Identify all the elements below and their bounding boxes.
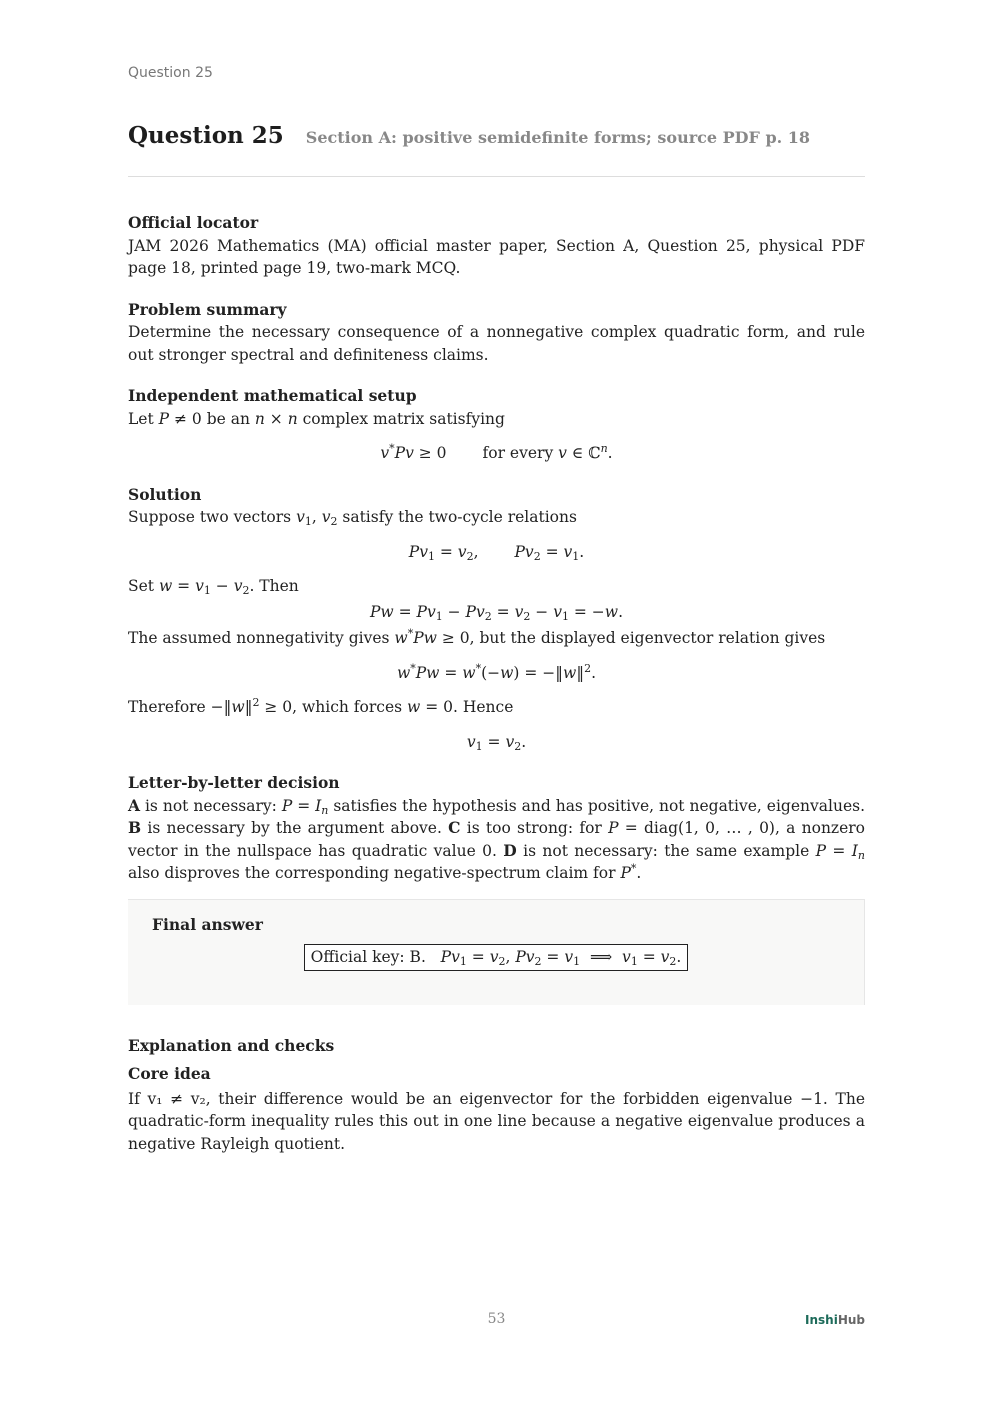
final-answer-heading: Final answer [152, 914, 263, 934]
solution-set-w: Set $w = v_1 - v_2$. Then [128, 577, 299, 597]
decision-section [128, 772, 865, 885]
running-head: Question 25 [128, 65, 213, 81]
locator-text: JAM 2026 Mathematics (MA) official master paper, Section A, Question 25, physical PDF page 18, printed page 19, two-mark MCQ. [128, 236, 865, 277]
final-answer-box [128, 899, 865, 1005]
solution-heading: Solution [128, 484, 202, 504]
setup-equation: v*Pv ≥ 0 for every v ∈ ℂ$^n$. [380, 442, 613, 462]
inshihub-logo: InshiHub [805, 1313, 865, 1327]
pw-equation: $Pw = Pv_1 - Pv_2 = v_2 - v_1 = -w$. [369, 602, 624, 623]
solution-intro: Suppose two vectors $v_1$, $v_2$ satisfy the two-cycle relations [128, 508, 577, 528]
setup-heading: Independent mathematical setup [128, 386, 417, 405]
title-divider [128, 176, 865, 177]
explanation-section [128, 1035, 865, 1156]
locator-heading: Official locator [128, 213, 259, 232]
summary-section [128, 299, 865, 367]
final-answer-formula: Official key: B. $Pv_1 = v_2$, $Pv_2 = v_1$ ⟹ $v_1 = v_2$. [304, 944, 689, 971]
conclusion-equation: $v_1 = v_2$. [466, 732, 527, 753]
core-idea-text: If v₁ ≠ v₂, their difference would be an eigenvector for the forbidden eigenvalue −1. The quadratic-form inequality rules this out in one line because a negative eigenvalue produces a negative Rayleigh quotient. [128, 1089, 865, 1153]
solution-section [128, 484, 865, 754]
summary-text: Determine the necessary consequence of a nonnegative complex quadratic form, and rule out stronger spectral and definiteness claims. [128, 323, 865, 364]
question-title: Question 25 [128, 122, 284, 149]
main-content [128, 212, 865, 1155]
page-number: 53 [487, 1311, 506, 1327]
solution-therefore: Therefore −‖w‖$^2$ ≥ 0, which forces w = 0. Hence [128, 696, 514, 716]
summary-heading: Problem summary [128, 299, 287, 319]
two-cycle-equation: $Pv_1 = v_2$, $Pv_2 = v_1$. [408, 542, 585, 563]
core-idea-heading: Core idea [128, 1064, 211, 1083]
decision-text: A is not necessary: $P = I_n$ satisfies the hypothesis and has positive, not negative, eigenvalues. B is necessary by the argument above. C is too strong: for P = diag(1, 0, … , 0), a nonzero vector in the nullspace has quadratic value 0. D is not necessary: the same example $P = I_n$ also disproves the corresponding negative-spectrum claim for P*. [128, 795, 866, 882]
question-subtitle: Section A: positive semidefinite forms; source PDF p. 18 [305, 128, 811, 147]
title-row [128, 122, 865, 149]
solution-nonnegativity: The assumed nonnegativity gives w*Pw ≥ 0, but the displayed eigenvector relation gives [128, 627, 826, 647]
decision-heading: Letter-by-letter decision [128, 773, 340, 792]
explanation-heading: Explanation and checks [128, 1035, 335, 1055]
locator-section [128, 212, 865, 280]
setup-text: Let P ≠ 0 be an n × n complex matrix satisfying [128, 409, 505, 428]
rayleigh-equation: w*Pw = w*(−w) = −‖w‖$^2$. [396, 661, 597, 682]
setup-section [128, 385, 865, 465]
